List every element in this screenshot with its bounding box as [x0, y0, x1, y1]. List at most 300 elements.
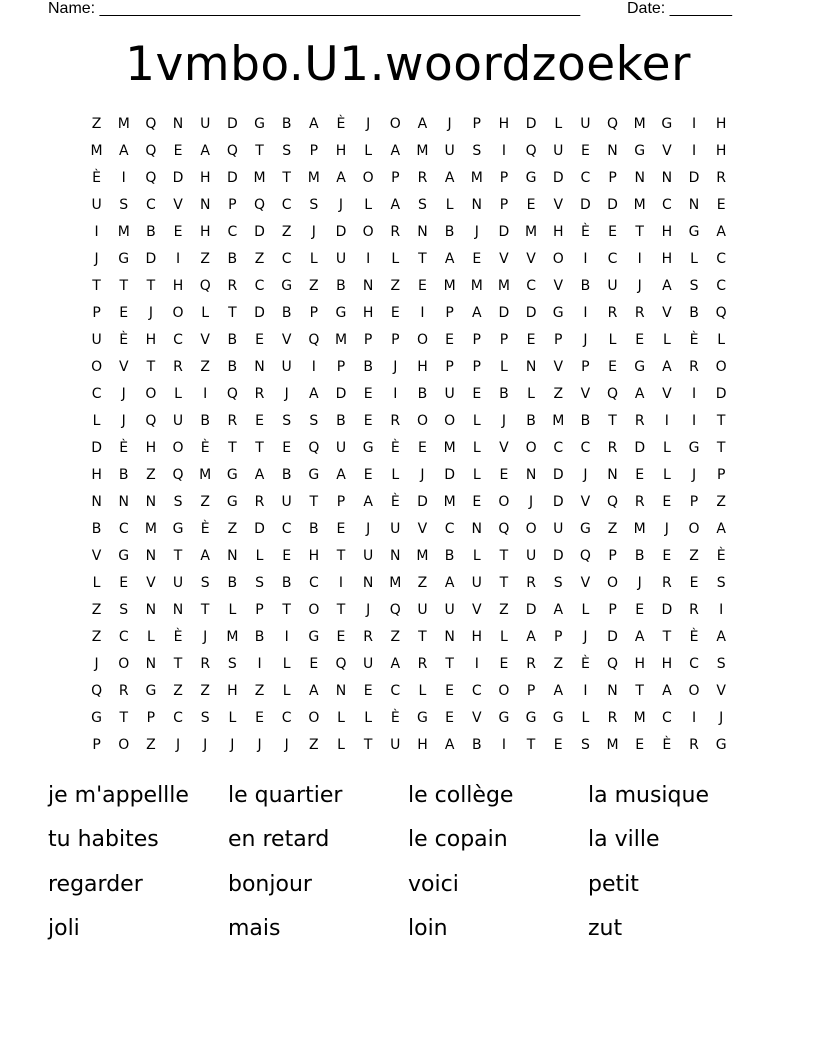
grid-letter: P — [472, 116, 481, 132]
grid-letter: Z — [281, 224, 292, 240]
grid-letter: O — [607, 575, 619, 591]
grid-letter: S — [472, 143, 482, 159]
name-field-label: Name: ______________________________________________________ — [48, 0, 581, 17]
word-list-item: le quartier — [228, 783, 343, 808]
grid-letter: J — [501, 413, 506, 429]
grid-letter: J — [474, 224, 479, 240]
grid-letter: M — [633, 710, 646, 726]
grid-letter: T — [200, 602, 210, 618]
grid-letter: I — [121, 170, 126, 186]
grid-letter: D — [335, 224, 347, 240]
grid-letter: B — [444, 548, 455, 564]
grid-letter: N — [417, 224, 428, 240]
grid-letter: R — [526, 575, 536, 591]
grid-letter: P — [146, 710, 156, 726]
grid-letter: I — [691, 116, 697, 132]
grid-letter: G — [118, 548, 130, 564]
grid-row — [83, 354, 735, 381]
grid-letter: A — [444, 737, 455, 753]
grid-letter: G — [552, 710, 564, 726]
grid-letter: S — [282, 413, 292, 429]
grid-letter: B — [118, 467, 129, 483]
grid-letter: Z — [553, 656, 564, 672]
grid-letter: C — [281, 197, 292, 213]
grid-letter: B — [499, 386, 509, 402]
grid-letter: I — [203, 386, 208, 402]
grid-letter: J — [121, 413, 126, 429]
grid-letter: L — [500, 629, 508, 645]
grid-letter: B — [526, 413, 536, 429]
grid-letter: I — [637, 251, 642, 267]
grid-row — [83, 732, 735, 759]
grid-letter: E — [608, 224, 617, 240]
grid-letter: L — [364, 143, 373, 159]
grid-letter: L — [92, 413, 101, 429]
grid-letter: T — [282, 170, 291, 186]
grid-letter: Z — [173, 683, 183, 699]
grid-letter: I — [311, 359, 316, 375]
grid-letter: J — [284, 737, 289, 753]
grid-letter: D — [254, 521, 265, 537]
grid-letter: E — [445, 710, 455, 726]
grid-letter: V — [662, 386, 672, 402]
grid-row — [83, 543, 735, 570]
grid-letter: Q — [498, 521, 510, 537]
grid-letter: D — [525, 602, 537, 618]
grid-letter: G — [498, 710, 510, 726]
grid-letter: Q — [579, 548, 591, 564]
grid-letter: G — [688, 440, 700, 456]
grid-letter: S — [119, 197, 129, 213]
grid-letter: Q — [172, 467, 184, 483]
grid-letter: U — [335, 440, 347, 456]
grid-letter: M — [552, 413, 565, 429]
grid-letter: L — [146, 629, 155, 645]
grid-letter: D — [91, 440, 102, 456]
grid-letter: I — [393, 386, 398, 402]
grid-row — [83, 678, 735, 705]
grid-letter: J — [637, 575, 642, 591]
grid-letter: E — [580, 143, 590, 159]
grid-letter: L — [337, 710, 345, 726]
grid-letter: V — [499, 251, 509, 267]
grid-letter: E — [309, 656, 319, 672]
grid-letter: J — [257, 737, 262, 753]
grid-letter: A — [200, 143, 210, 159]
grid-letter: E — [119, 575, 129, 591]
grid-letter: J — [691, 467, 697, 483]
grid-letter: E — [445, 683, 455, 699]
grid-letter: H — [498, 116, 510, 132]
grid-letter: S — [716, 575, 726, 591]
grid-letter: B — [281, 305, 292, 321]
grid-letter: N — [91, 494, 102, 510]
grid-letter: J — [175, 737, 181, 753]
grid-letter: A — [444, 170, 455, 186]
grid-letter: H — [661, 224, 673, 240]
grid-letter: I — [583, 683, 588, 699]
grid-letter: U — [91, 197, 102, 213]
grid-letter: Q — [145, 413, 157, 429]
grid-letter: N — [145, 494, 157, 510]
grid-letter: T — [255, 440, 264, 456]
grid-letter: Z — [309, 278, 319, 294]
grid-letter: H — [145, 440, 157, 456]
grid-letter: M — [416, 143, 429, 159]
grid-letter: L — [472, 548, 481, 564]
grid-letter: T — [608, 413, 617, 429]
grid-letter: U — [363, 548, 374, 564]
grid-letter: M — [416, 548, 429, 564]
page-title: 1vmbo.U1.woordzoeker — [125, 37, 691, 92]
grid-letter: G — [226, 494, 238, 510]
grid-letter: A — [634, 629, 645, 645]
grid-letter: U — [553, 143, 564, 159]
grid-letter: È — [336, 116, 346, 132]
grid-letter: A — [390, 143, 401, 159]
word-list-item: joli — [48, 915, 80, 941]
grid-letter: L — [201, 305, 210, 321]
grid-letter: Z — [390, 629, 401, 645]
grid-letter: A — [309, 116, 319, 132]
grid-letter: N — [607, 143, 618, 159]
grid-letter: O — [688, 521, 700, 537]
grid-letter: E — [282, 440, 292, 456]
grid-letter: N — [661, 170, 673, 186]
grid-letter: M — [389, 575, 402, 591]
grid-letter: S — [119, 602, 129, 618]
grid-letter: H — [417, 359, 428, 375]
grid-letter: R — [716, 170, 727, 186]
grid-letter: T — [445, 656, 454, 672]
grid-letter: M — [117, 116, 130, 132]
grid-letter: Z — [607, 521, 618, 537]
grid-letter: S — [309, 197, 319, 213]
grid-letter: L — [282, 656, 291, 672]
grid-letter: M — [443, 278, 456, 294]
grid-letter: O — [308, 710, 320, 726]
grid-letter: V — [173, 197, 183, 213]
grid-letter: B — [309, 521, 319, 537]
grid-letter: R — [661, 575, 672, 591]
grid-letter: B — [634, 548, 645, 564]
grid-letter: S — [580, 737, 590, 753]
grid-letter: J — [529, 494, 534, 510]
grid-letter: J — [366, 602, 371, 618]
grid-letter: P — [581, 359, 590, 375]
grid-letter: Q — [199, 278, 211, 294]
grid-letter: Z — [200, 494, 210, 510]
grid-letter: J — [583, 629, 588, 645]
grid-letter: G — [634, 359, 646, 375]
grid-letter: V — [499, 440, 509, 456]
grid-letter: E — [282, 548, 292, 564]
grid-letter: E — [472, 494, 482, 510]
grid-letter: P — [445, 305, 454, 321]
grid-letter: I — [338, 575, 344, 591]
grid-letter: G — [226, 467, 238, 483]
grid-letter: C — [118, 521, 129, 537]
grid-letter: O — [525, 440, 537, 456]
grid-letter: N — [362, 278, 374, 294]
grid-letter: E — [662, 548, 672, 564]
grid-letter: N — [525, 359, 537, 375]
grid-row — [83, 327, 735, 354]
grid-letter: Q — [226, 386, 238, 402]
grid-letter: E — [553, 737, 563, 753]
grid-letter: Q — [145, 170, 157, 186]
grid-letter: P — [689, 494, 699, 510]
grid-letter: Z — [91, 116, 102, 132]
grid-letter: N — [607, 467, 618, 483]
grid-letter: I — [664, 413, 669, 429]
grid-letter: P — [499, 197, 509, 213]
grid-row — [83, 597, 735, 624]
grid-letter: D — [498, 305, 510, 321]
grid-letter: M — [117, 224, 130, 240]
grid-letter: Z — [390, 278, 401, 294]
grid-letter: C — [689, 656, 699, 672]
grid-letter: T — [363, 737, 373, 753]
grid-letter: S — [716, 656, 726, 672]
grid-letter: C — [281, 710, 292, 726]
grid-letter: G — [661, 116, 673, 132]
grid-letter: E — [526, 332, 536, 348]
grid-letter: D — [552, 467, 564, 483]
word-list-item: je m'appellle — [48, 783, 189, 808]
grid-letter: R — [390, 413, 401, 429]
grid-letter: V — [716, 683, 726, 699]
grid-letter: E — [418, 278, 427, 294]
grid-letter: A — [716, 629, 726, 645]
grid-letter: E — [445, 332, 455, 348]
grid-row — [83, 138, 735, 165]
grid-row — [83, 516, 735, 543]
grid-letter: Q — [715, 305, 727, 321]
grid-letter: È — [390, 710, 400, 726]
grid-letter: L — [391, 251, 400, 267]
grid-letter: C — [308, 575, 319, 591]
word-list-item: petit — [588, 871, 639, 897]
grid-letter: B — [281, 575, 292, 591]
grid-letter: E — [608, 359, 617, 375]
grid-letter: S — [418, 197, 427, 213]
grid-letter: A — [390, 656, 401, 672]
grid-letter: U — [471, 575, 482, 591]
grid-letter: C — [580, 170, 591, 186]
grid-letter: D — [552, 170, 564, 186]
grid-letter: N — [444, 629, 455, 645]
grid-letter: M — [470, 278, 483, 294]
grid-letter: T — [418, 629, 427, 645]
grid-letter: E — [363, 386, 373, 402]
grid-letter: C — [553, 440, 564, 456]
grid-letter: L — [174, 386, 182, 402]
grid-letter: C — [281, 521, 292, 537]
grid-letter: I — [366, 251, 371, 267]
grid-letter: G — [417, 710, 428, 726]
grid-letter: N — [172, 602, 184, 618]
grid-letter: L — [309, 251, 318, 267]
grid-letter: N — [634, 170, 645, 186]
grid-letter: È — [92, 170, 101, 186]
grid-letter: A — [444, 251, 455, 267]
grid-letter: T — [228, 305, 237, 321]
grid-letter: D — [580, 197, 591, 213]
grid-letter: M — [633, 521, 646, 537]
grid-letter: L — [581, 710, 590, 726]
grid-letter: J — [393, 359, 398, 375]
grid-letter: C — [118, 629, 129, 645]
grid-letter: V — [580, 494, 591, 510]
grid-letter: R — [417, 656, 428, 672]
grid-letter: V — [662, 143, 672, 159]
grid-letter: J — [719, 710, 724, 726]
grid-row — [83, 165, 735, 192]
grid-letter: A — [254, 467, 265, 483]
grid-letter: T — [716, 413, 726, 429]
grid-letter: L — [282, 683, 291, 699]
grid-letter: L — [527, 386, 535, 402]
grid-letter: L — [472, 413, 481, 429]
grid-letter: L — [500, 359, 508, 375]
grid-letter: A — [662, 683, 672, 699]
grid-letter: B — [281, 116, 292, 132]
grid-letter: B — [689, 305, 699, 321]
grid-letter: D — [254, 224, 265, 240]
grid-letter: È — [200, 440, 210, 456]
grid-letter: D — [226, 170, 238, 186]
grid-letter: I — [583, 251, 588, 267]
grid-letter: O — [498, 683, 510, 699]
grid-letter: G — [579, 521, 591, 537]
grid-letter: I — [583, 305, 588, 321]
grid-letter: D — [607, 197, 618, 213]
grid-letter: L — [92, 575, 101, 591]
grid-letter: Q — [389, 602, 401, 618]
grid-letter: D — [552, 494, 564, 510]
grid-letter: Q — [607, 386, 619, 402]
grid-letter: V — [662, 305, 672, 321]
grid-letter: P — [228, 197, 237, 213]
grid-letter: G — [552, 305, 564, 321]
grid-letter: A — [118, 143, 129, 159]
grid-row — [83, 408, 735, 435]
grid-row — [83, 462, 735, 489]
grid-letter: H — [308, 548, 320, 564]
grid-letter: O — [362, 170, 374, 186]
grid-letter: N — [227, 548, 238, 564]
grid-letter: E — [635, 467, 645, 483]
grid-letter: P — [554, 332, 563, 348]
grid-letter: M — [144, 521, 157, 537]
grid-letter: M — [443, 440, 456, 456]
grid-letter: R — [689, 737, 699, 753]
grid-letter: Q — [226, 143, 238, 159]
grid-letter: Z — [91, 629, 102, 645]
grid-letter: H — [661, 656, 673, 672]
grid-letter: A — [363, 494, 373, 510]
word-list-item: en retard — [228, 827, 330, 853]
grid-letter: T — [662, 629, 672, 645]
grid-letter: L — [337, 737, 345, 753]
grid-letter: Z — [146, 737, 156, 753]
word-list-item: le copain — [408, 827, 508, 853]
grid-letter: B — [227, 359, 238, 375]
grid-letter: P — [445, 359, 454, 375]
grid-letter: V — [553, 197, 564, 213]
letter-grid — [83, 111, 735, 759]
grid-letter: D — [634, 440, 646, 456]
grid-letter: V — [200, 332, 210, 348]
grid-letter: T — [499, 575, 509, 591]
grid-letter: È — [119, 440, 129, 456]
grid-letter: P — [363, 332, 373, 348]
grid-letter: C — [716, 278, 727, 294]
grid-letter: H — [199, 224, 211, 240]
grid-letter: U — [417, 602, 428, 618]
grid-letter: G — [688, 224, 700, 240]
grid-letter: V — [526, 251, 536, 267]
grid-letter: A — [662, 359, 672, 375]
grid-letter: D — [525, 305, 537, 321]
grid-letter: L — [228, 710, 237, 726]
grid-letter: R — [634, 413, 645, 429]
grid-letter: D — [254, 305, 265, 321]
grid-letter: E — [363, 413, 373, 429]
grid-letter: P — [336, 494, 346, 510]
grid-letter: S — [282, 143, 292, 159]
header — [48, 0, 748, 20]
grid-letter: S — [553, 575, 563, 591]
grid-letter: H — [145, 332, 157, 348]
grid-row — [83, 219, 735, 246]
grid-letter: U — [553, 521, 564, 537]
grid-letter: D — [145, 251, 157, 267]
grid-letter: O — [389, 116, 401, 132]
grid-letter: I — [474, 656, 479, 672]
grid-letter: D — [226, 116, 238, 132]
grid-letter: A — [634, 386, 645, 402]
word-list-item: tu habites — [48, 827, 159, 853]
grid-letter: A — [200, 548, 210, 564]
grid-letter: J — [203, 737, 208, 753]
grid-letter: P — [255, 602, 264, 618]
word-list-item: mais — [228, 915, 281, 941]
grid-letter: L — [255, 548, 264, 564]
grid-letter: R — [227, 278, 238, 294]
grid-letter: J — [121, 386, 126, 402]
grid-letter: R — [689, 602, 699, 618]
grid-letter: V — [471, 602, 482, 618]
grid-letter: U — [281, 494, 292, 510]
grid-letter: B — [580, 278, 591, 294]
grid-letter: C — [444, 521, 455, 537]
grid-letter: I — [691, 710, 697, 726]
grid-letter: L — [662, 440, 671, 456]
grid-letter: J — [583, 332, 588, 348]
grid-letter: P — [472, 332, 481, 348]
grid-letter: H — [715, 116, 727, 132]
grid-letter: T — [336, 602, 346, 618]
grid-letter: J — [311, 224, 316, 240]
grid-letter: B — [200, 413, 210, 429]
grid-letter: N — [254, 359, 265, 375]
grid-letter: C — [390, 683, 401, 699]
grid-letter: I — [94, 224, 99, 240]
grid-row — [83, 489, 735, 516]
grid-letter: T — [418, 251, 427, 267]
